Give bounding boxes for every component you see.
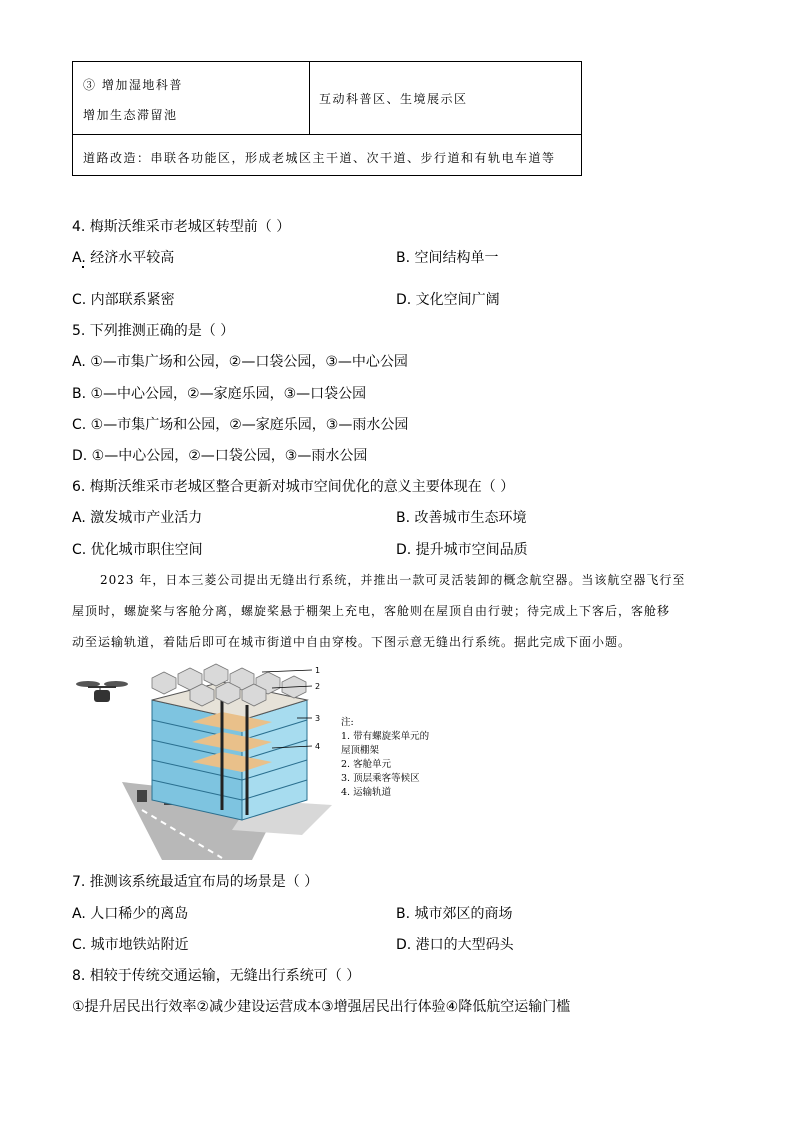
question-4-stem: 4. 梅斯沃维采市老城区转型前（ ） <box>72 219 291 235</box>
speck-mark <box>82 266 84 268</box>
question-4-option-c[interactable]: C. 内部联系紧密 <box>72 292 175 308</box>
callout-label-3: 3 <box>315 714 321 723</box>
question-6-option-a[interactable]: A. 激发城市产业活力 <box>72 510 203 526</box>
question-5-option-c[interactable]: C. ①—市集广场和公园，②—家庭乐园，③—雨水公园 <box>72 417 409 433</box>
table-cell-row2: 道路改造：串联各功能区，形成老城区主干道、次干道、步行道和有轨电车道等 <box>83 151 556 165</box>
question-7-option-a[interactable]: A. 人口稀少的离岛 <box>72 906 189 922</box>
question-5-option-b[interactable]: B. ①—中心公园，②—家庭乐园，③—口袋公园 <box>72 386 367 402</box>
figure-note-line: 3. 顶层乘客等候区 <box>341 773 420 784</box>
question-4-option-d[interactable]: D. 文化空间广阔 <box>396 292 500 308</box>
question-8-stem: 8. 相较于传统交通运输，无缝出行系统可（ ） <box>72 968 361 984</box>
question-5-option-a[interactable]: A. ①—市集广场和公园，②—口袋公园，③—中心公园 <box>72 354 408 370</box>
table-divider-vertical <box>309 62 310 134</box>
table-cell-row1-left-line2: 增加生态滞留池 <box>83 108 178 122</box>
question-6-option-c[interactable]: C. 优化城市职住空间 <box>72 542 203 558</box>
question-4-option-a[interactable]: A. 经济水平较高 <box>72 250 175 266</box>
figure-note <box>341 716 429 800</box>
callout-label-2: 2 <box>315 682 321 691</box>
question-6-option-d[interactable]: D. 提升城市空间品质 <box>396 542 528 558</box>
passage-line-1: 2023 年，日本三菱公司提出无缝出行系统，并推出一款可灵活装卸的概念航空器。当该航空器飞行至 <box>100 573 686 587</box>
figure-note-line: 2. 客舱单元 <box>341 759 392 770</box>
callout-label-1: 1 <box>315 666 321 675</box>
question-7-stem: 7. 推测该系统最适宜布局的场景是（ ） <box>72 874 319 890</box>
question-7-option-c[interactable]: C. 城市地铁站附近 <box>72 937 189 953</box>
passage-line-3: 动至运输轨道，着陆后即可在城市街道中自由穿梭。下图示意无缝出行系统。据此完成下面小题。 <box>72 635 632 649</box>
table-cell-row1-left-line1: ③ 增加湿地科普 <box>83 78 183 92</box>
figure-note-line: 屋顶棚架 <box>341 745 380 756</box>
figure-note-line: 1. 带有螺旋桨单元的 <box>341 731 430 742</box>
question-4-option-b[interactable]: B. 空间结构单一 <box>396 250 499 266</box>
question-6-stem: 6. 梅斯沃维采市老城区整合更新对城市空间优化的意义主要体现在（ ） <box>72 479 515 495</box>
question-7-option-d[interactable]: D. 港口的大型码头 <box>396 937 514 953</box>
aircraft-drone-icon <box>76 681 128 702</box>
question-5-option-d[interactable]: D. ①—中心公园，②—口袋公园，③—雨水公园 <box>72 448 368 464</box>
question-7-option-b[interactable]: B. 城市郊区的商场 <box>396 906 513 922</box>
figure-note-title: 注: <box>341 717 354 728</box>
table-cell-row1-right: 互动科普区、生境展示区 <box>319 92 468 106</box>
question-5-stem: 5. 下列推测正确的是（ ） <box>72 323 235 339</box>
question-8-items: ①提升居民出行效率②减少建设运营成本③增强居民出行体验④降低航空运输门槛 <box>72 999 571 1015</box>
passage-line-2: 屋顶时，螺旋桨与客舱分离，螺旋桨悬于棚架上充电，客舱则在屋顶自由行驶；待完成上下客后，客舱移 <box>72 604 671 618</box>
question-6-option-b[interactable]: B. 改善城市生态环境 <box>396 510 527 526</box>
callout-label-4: 4 <box>315 742 321 751</box>
table-divider-horizontal <box>73 134 581 135</box>
plan-table <box>72 61 582 176</box>
figure-note-line: 4. 运输轨道 <box>341 787 392 798</box>
